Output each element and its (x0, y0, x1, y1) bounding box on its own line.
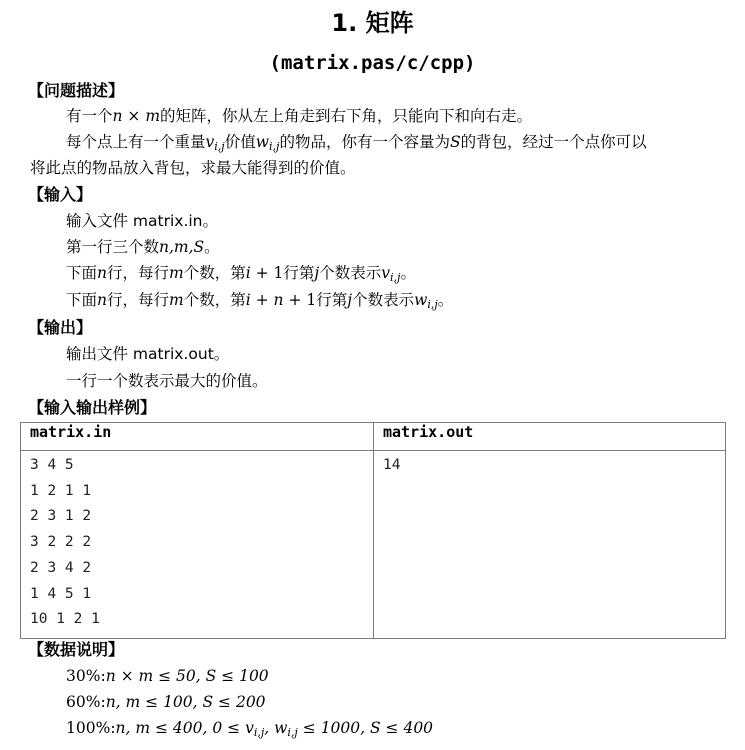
sample-table (20, 422, 726, 639)
var-n: n (97, 291, 107, 309)
subscript: i,j (253, 726, 265, 739)
problem-title: 1. 矩阵 (331, 9, 414, 37)
constraint: n, m ≤ 100, S ≤ 200 (105, 693, 266, 711)
input-line-2 (66, 235, 220, 259)
var-v: v (245, 719, 254, 737)
var-m: m (169, 291, 184, 309)
text: 个数，第 (183, 264, 246, 282)
var-m: m (169, 264, 184, 282)
section-input-heading: 【输入】 (28, 185, 93, 204)
var-n: n (273, 291, 284, 309)
section-sample-heading: 【输入输出样例】 (28, 398, 157, 417)
text: 行第 (283, 264, 315, 282)
sample-output-cell (374, 451, 726, 639)
text: 有一个 (66, 107, 113, 125)
table-header-input: matrix.in (21, 423, 374, 451)
text: 个数表示 (352, 291, 415, 309)
var-j: j (347, 291, 353, 309)
data-line-2 (66, 690, 266, 714)
subscript: i,j (269, 140, 280, 153)
subscript: i,j (214, 140, 225, 153)
text: 每个点上有一个重量 (66, 133, 206, 151)
text: 。 (437, 291, 454, 309)
text: 价值 (224, 133, 256, 151)
plus-one: + 1 (283, 291, 317, 309)
problem-line-3: 将此点的物品放入背包，求最大能得到的价值。 (30, 159, 356, 177)
section-problem-heading: 【问题描述】 (28, 81, 125, 100)
sample-line: 2 3 4 2 (30, 559, 92, 576)
var-s: S (449, 133, 461, 151)
sample-input-cell (21, 451, 374, 639)
sample-line: 3 2 2 2 (30, 534, 92, 551)
var-w: w (255, 133, 270, 151)
var-n: n (97, 264, 107, 282)
text: 个数表示 (319, 264, 382, 282)
input-line-1: 输入文件 matrix.in。 (66, 212, 219, 230)
var-v: v (205, 133, 215, 151)
plus-one: + 1 (250, 264, 284, 282)
output-line-2: 一行一个数表示最大的价值。 (66, 372, 268, 390)
sample-line: 2 3 1 2 (30, 508, 92, 525)
var-v: v (381, 264, 391, 282)
text: 下面 (66, 291, 98, 309)
text: 下面 (66, 264, 98, 282)
text: 的背包，经过一个点你可以 (460, 133, 647, 151)
constraint: ≤ 1000, S ≤ 400 (297, 719, 434, 737)
text: 行，每行 (107, 291, 170, 309)
table-header-row (21, 423, 726, 451)
subscript: i,j (427, 298, 438, 311)
data-line-3 (66, 716, 433, 740)
problem-line-2 (66, 130, 647, 154)
vars: n,m,S (159, 238, 205, 256)
percent: 30%: (66, 667, 106, 685)
times-sign: × (122, 107, 146, 125)
text: 的矩阵，你从左上角走到右下角，只能向下和向右走。 (160, 107, 533, 125)
var-j: j (314, 264, 320, 282)
text: 个数，第 (183, 291, 246, 309)
var-m: m (145, 107, 161, 125)
problem-line-1 (66, 104, 532, 128)
text: 的物品，你有一个容量为 (279, 133, 450, 151)
input-line-4 (66, 288, 453, 312)
text: 行第 (316, 291, 348, 309)
text: 行，每行 (107, 264, 170, 282)
table-row (21, 451, 726, 639)
var-w: w (414, 291, 428, 309)
var-n: n (112, 107, 123, 125)
sample-line: 10 1 2 1 (30, 611, 100, 628)
data-line-1 (66, 664, 269, 688)
var-i: i (245, 264, 251, 282)
input-line-3 (66, 261, 416, 285)
percent: 60%: (66, 693, 106, 711)
subscript: i,j (390, 271, 401, 284)
section-data-heading: 【数据说明】 (28, 640, 125, 659)
sample-line: 1 4 5 1 (30, 585, 92, 602)
text: 第一行三个数 (66, 238, 160, 256)
plus: + (250, 291, 274, 309)
percent: 100%: (66, 719, 116, 737)
output-line-1: 输出文件 matrix.out。 (66, 345, 230, 363)
section-output-heading: 【输出】 (28, 318, 93, 337)
table-header-output: matrix.out (374, 423, 726, 451)
file-names-subtitle: (matrix.pas/c/cpp) (269, 52, 476, 74)
constraint: n × m ≤ 50, S ≤ 100 (105, 667, 269, 685)
text: 。 (204, 238, 220, 256)
text: 。 (400, 264, 416, 282)
subscript: i,j (287, 726, 298, 739)
sample-line: 3 4 5 (30, 457, 74, 473)
var-i: i (245, 291, 251, 309)
comma: , (264, 719, 275, 737)
sample-line: 1 2 1 1 (30, 482, 92, 499)
sample-line: 14 (383, 457, 401, 473)
var-w: w (274, 719, 288, 737)
constraint: n, m ≤ 400, 0 ≤ (115, 719, 246, 737)
